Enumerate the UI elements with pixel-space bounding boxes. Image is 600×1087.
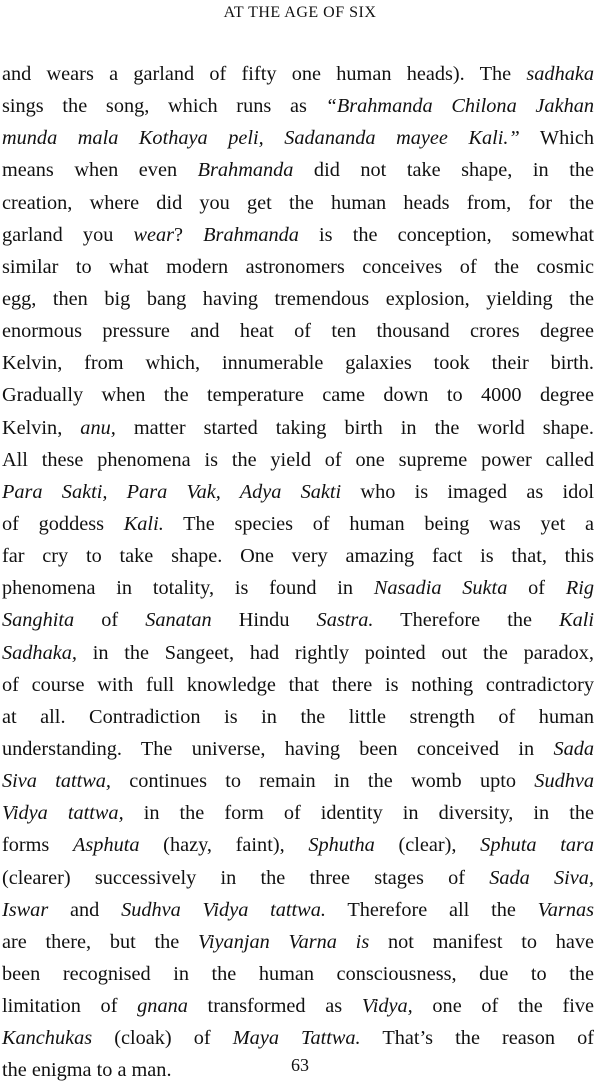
text-segment: That’s the reason of — [360, 1027, 594, 1050]
italic-text: Maya Tattwa. — [232, 1027, 361, 1050]
text-segment: (clear), — [374, 834, 481, 857]
text-segment: of — [74, 609, 146, 632]
italic-text: Para Sakti, Para Vak, Adya Sakti — [2, 480, 342, 503]
italic-text: Kali — [559, 609, 595, 632]
text-segment: of goddess — [2, 512, 124, 535]
text-segment: Therefore the — [373, 609, 560, 632]
italic-text: Sada — [553, 737, 594, 760]
text-segment: matter started taking birth in the world shape. — [115, 416, 594, 439]
text-segment: means when even — [2, 159, 198, 182]
text-line — [2, 122, 594, 154]
text-segment: of — [507, 577, 566, 600]
text-segment: one of the five — [412, 995, 594, 1018]
italic-text: Sadhaka, — [2, 641, 77, 664]
page-number: 63 — [291, 1055, 309, 1075]
italic-text: Vidya, — [361, 995, 413, 1018]
text-line — [2, 283, 594, 315]
italic-text: Asphuta — [73, 834, 140, 857]
text-segment: Therefore all the — [325, 898, 538, 921]
text-segment: Gradually when the temperature came down to 4000 degree — [2, 384, 594, 407]
text-line — [2, 797, 594, 829]
text-segment: are there, but the — [2, 930, 199, 953]
italic-text: Sastra. — [316, 609, 374, 632]
text-line — [2, 572, 594, 604]
italic-text: Sudhva — [534, 770, 595, 793]
italic-text: Sudhva Vidya tattwa. — [121, 898, 326, 921]
text-segment: limitation of — [2, 995, 138, 1018]
text-line — [2, 669, 594, 701]
text-line — [2, 412, 594, 444]
italic-text: Vidya tattwa, — [2, 802, 124, 825]
italic-text: munda mala Kothaya peli, Sadananda mayee Kali.” — [2, 127, 520, 150]
italic-text: Sanatan — [145, 609, 212, 632]
italic-text: Sanghita — [2, 609, 75, 632]
italic-text: Iswar — [2, 898, 49, 921]
text-line — [2, 476, 594, 508]
text-segment: not manifest to have — [369, 930, 594, 953]
text-line — [2, 604, 594, 636]
text-line — [2, 379, 594, 411]
text-line — [2, 90, 594, 122]
text-segment: (hazy, faint), — [139, 834, 309, 857]
italic-text: wear — [133, 223, 175, 246]
text-line — [2, 733, 594, 765]
italic-text: Kali. — [123, 512, 164, 535]
italic-text: “Brahmanda Chilona Jakhan — [325, 95, 594, 118]
text-line — [2, 219, 594, 251]
text-segment: phenomena in totality, is found in — [2, 577, 374, 600]
text-line — [2, 990, 594, 1022]
italic-text: Brahmanda — [197, 159, 294, 182]
text-line — [2, 958, 594, 990]
text-segment: sings the song, which runs as — [2, 95, 326, 118]
italic-text: Nasadia Sukta — [373, 577, 508, 600]
text-segment: transformed as — [187, 995, 362, 1018]
text-segment: egg, then big bang having tremendous explosion, yielding the — [2, 287, 594, 310]
text-segment: Kelvin, from which, innumerable galaxies took their birth. — [2, 352, 594, 375]
text-segment: creation, where did you get the human heads from, for the — [2, 191, 594, 214]
text-line — [2, 347, 594, 379]
italic-text: sadhaka — [526, 63, 594, 85]
text-line — [2, 765, 594, 797]
text-segment: ? — [174, 223, 204, 246]
text-segment: been recognised in the human consciousness, due to the — [2, 962, 594, 985]
text-segment: of course with full knowledge that there is nothing contradictory — [2, 673, 594, 696]
text-line — [2, 154, 594, 186]
text-segment: in the Sangeet, had rightly pointed out the paradox, — [76, 641, 594, 664]
text-line — [2, 701, 594, 733]
text-segment: Kelvin, — [2, 416, 81, 439]
text-line — [2, 540, 594, 572]
text-segment: did not take shape, in the — [293, 159, 594, 182]
text-segment: All these phenomena is the yield of one supreme power called — [2, 448, 594, 471]
text-segment: understanding. The universe, having been conceived in — [2, 737, 554, 760]
text-line — [2, 1022, 594, 1054]
text-line — [2, 637, 594, 669]
italic-text: Brahmanda — [203, 223, 299, 246]
text-segment: garland you — [2, 223, 134, 246]
text-line — [2, 829, 594, 861]
text-line — [2, 315, 594, 347]
text-segment: Hindu — [211, 609, 317, 632]
text-segment: at all. Contradiction is in the little strength of human — [2, 705, 594, 728]
text-line — [2, 508, 594, 540]
text-line — [2, 187, 594, 219]
text-segment: (cloak) of — [92, 1027, 233, 1050]
italic-text: Siva tattwa, — [2, 770, 111, 793]
running-head: AT THE AGE OF SIX — [223, 4, 377, 21]
text-segment: who is imaged as idol — [341, 480, 595, 503]
text-line — [2, 862, 594, 894]
text-segment: similar to what modern astronomers conceives of the cosmic — [2, 255, 594, 278]
text-segment: Which — [519, 127, 594, 150]
italic-text: Sphutha — [308, 834, 375, 857]
text-line — [2, 894, 594, 926]
text-segment: (clearer) successively in the three stages of — [2, 866, 490, 889]
italic-text: gnana — [137, 995, 188, 1018]
italic-text: Viyanjan Varna is — [198, 930, 370, 953]
text-line — [2, 58, 594, 90]
text-segment: continues to remain in the womb upto — [110, 770, 535, 793]
italic-text: Kanchukas — [2, 1027, 93, 1050]
text-segment: and wears a garland of fifty one human heads). The — [2, 63, 527, 85]
text-line — [2, 251, 594, 283]
italic-text: Sada Siva, — [489, 866, 595, 889]
text-segment: enormous pressure and heat of ten thousand crores degree — [2, 320, 594, 343]
text-segment: in the form of identity in diversity, in the — [123, 802, 594, 825]
italic-text: Rig — [565, 577, 594, 600]
text-segment: the enigma to a man. — [2, 1059, 172, 1082]
italic-text: Sphuta tara — [480, 834, 595, 857]
italic-text: anu, — [80, 416, 116, 439]
text-segment: forms — [2, 834, 74, 857]
text-segment: and — [48, 898, 122, 921]
italic-text: Varnas — [537, 898, 594, 921]
text-line — [2, 926, 594, 958]
text-segment: The species of human being was yet a — [163, 512, 595, 535]
text-segment: far cry to take shape. One very amazing fact is that, this — [2, 545, 594, 568]
text-line — [2, 444, 594, 476]
text-segment: is the conception, somewhat — [298, 223, 594, 246]
body-paragraph — [2, 58, 594, 1087]
